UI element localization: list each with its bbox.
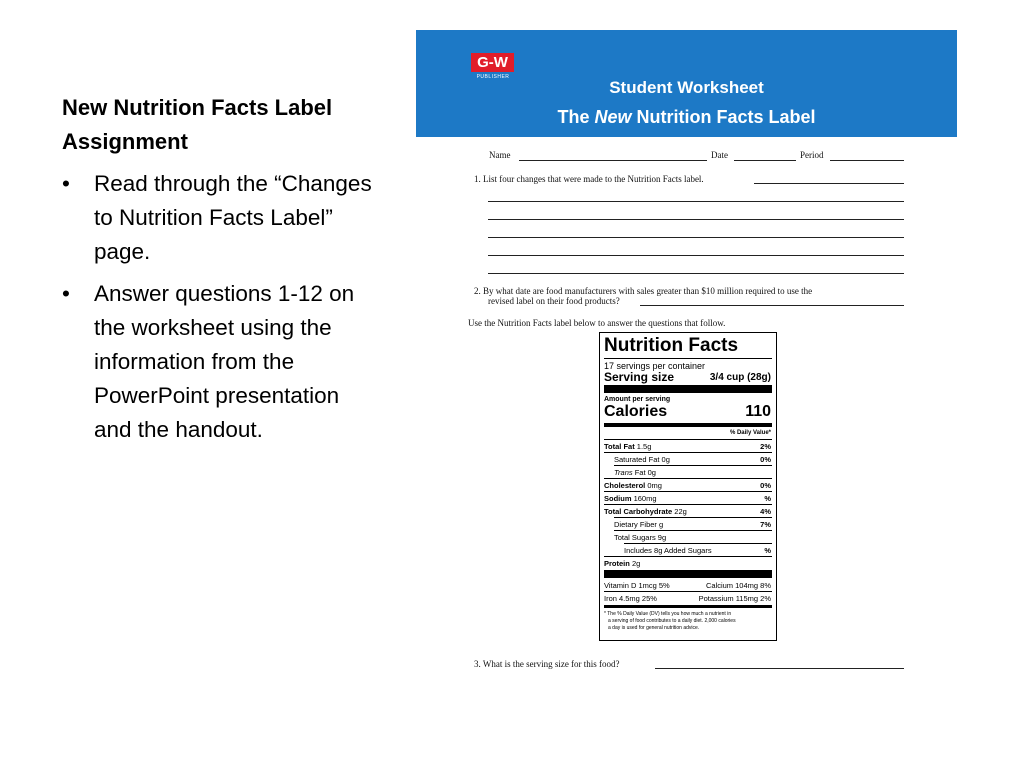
divider (614, 465, 772, 466)
thick-bar (604, 570, 772, 578)
question-2: 2. By what date are food manufacturers with sales greater than $10 million required to use the (474, 286, 813, 296)
nf-vitamin-left: Vitamin D 1mcg 5% (604, 581, 670, 590)
answer-line (655, 668, 904, 669)
nf-amount-per-serving: Amount per serving (604, 396, 671, 403)
nf-calories-label: Calories (604, 403, 668, 420)
divider (604, 591, 772, 592)
nf-serving-size-value: 3/4 cup (28g) (709, 372, 771, 383)
nf-row-amount: 160mg (633, 494, 657, 503)
subtitle-em: New (594, 107, 632, 127)
divider (614, 517, 772, 518)
divider (624, 543, 772, 544)
nf-row-label: Dietary Fiber (614, 520, 657, 529)
period-line (830, 160, 904, 161)
medium-bar (604, 423, 772, 427)
nf-row-label: Total Sugars (614, 533, 656, 542)
nf-row-amount: 1.5g (636, 442, 652, 451)
question-1: 1. List four changes that were made to the Nutrition Facts label. (474, 174, 704, 184)
nf-row-amount: 0mg (647, 481, 662, 490)
nf-row-label: Includes 8g Added Sugars (624, 546, 712, 555)
nf-row-amount: 9g (657, 533, 667, 542)
nf-row-dv: 0% (760, 455, 771, 464)
worksheet-subtitle (416, 107, 957, 128)
nf-row-dv: % (764, 546, 771, 555)
nf-row (614, 533, 666, 542)
nf-dv-header: % Daily Value* (729, 430, 771, 436)
nf-row (604, 559, 640, 568)
divider (604, 556, 772, 557)
bullet-marker: • (62, 281, 70, 306)
nf-row (604, 507, 687, 516)
nf-vitamin-left: Iron 4.5mg 25% (604, 594, 657, 603)
instructions: Use the Nutrition Facts label below to answer the questions that follow. (468, 318, 726, 328)
answer-line (640, 305, 904, 306)
nf-row-dv: 2% (760, 442, 771, 451)
period-label: Period (800, 150, 824, 160)
nf-vitamin-right: Calcium 104mg 8% (705, 581, 771, 590)
divider (604, 439, 772, 440)
worksheet-header (416, 30, 957, 137)
bullet-marker: • (62, 171, 70, 196)
answer-line (488, 237, 904, 238)
subtitle-pre: The (557, 107, 595, 127)
bullet-item (62, 277, 382, 447)
nf-row-dv: % (764, 494, 771, 503)
question-3: 3. What is the serving size for this food? (474, 659, 620, 669)
nf-row (604, 481, 662, 490)
nf-title: Nutrition Facts (604, 335, 739, 356)
answer-line (488, 201, 904, 202)
nf-footnote: * The % Daily Value (DV) tells you how much a nutrient in (604, 611, 732, 617)
answer-line (488, 255, 904, 256)
nf-row (624, 546, 712, 555)
nf-row (614, 520, 663, 529)
question-2-cont: revised label on their food products? (488, 296, 620, 306)
logo-subtext: PUBLISHER (476, 74, 510, 80)
subtitle-post: Nutrition Facts Label (631, 107, 816, 127)
slide-title: New Nutrition Facts Label Assignment (62, 95, 333, 154)
nutrition-facts-label (599, 332, 777, 641)
logo-mark: G-W (471, 53, 514, 72)
nf-row-dv: 4% (760, 507, 771, 516)
nf-servings: 17 servings per container (604, 361, 706, 371)
answer-line (488, 273, 904, 274)
divider (604, 358, 772, 359)
nf-row (614, 468, 656, 477)
nf-footnote: a day is used for general nutrition advice. (608, 625, 700, 631)
divider (614, 530, 772, 531)
nf-calories-value: 110 (745, 403, 771, 420)
date-line (734, 160, 796, 161)
nf-row (614, 455, 670, 464)
nf-serving-size-label: Serving size (604, 370, 675, 384)
bullet-text: Read through the “Changes to Nutrition Facts Label” page. (94, 171, 372, 264)
name-line (519, 160, 707, 161)
nf-row-label: Saturated Fat (614, 455, 660, 464)
answer-line (488, 219, 904, 220)
nf-vitamin-right: Potassium 115mg 2% (698, 594, 771, 603)
medium-bar (604, 605, 772, 608)
nf-row-dv: 0% (760, 481, 771, 490)
nf-row-amount: 22g (674, 507, 687, 516)
nf-row (604, 494, 657, 503)
divider (604, 504, 772, 505)
nf-row-label: Sodium (604, 494, 632, 503)
worksheet-image (416, 30, 957, 686)
bullet-text: Answer questions 1-12 on the worksheet using the information from the PowerPoint presentation and the handout. (94, 281, 355, 442)
divider (604, 491, 772, 492)
divider (604, 478, 772, 479)
nf-row-amount: 2g (631, 559, 641, 568)
date-label: Date (711, 150, 728, 160)
answer-line (754, 183, 904, 184)
nf-row-label: Total Fat (604, 442, 635, 451)
nf-row (604, 442, 651, 451)
thick-bar (604, 385, 772, 393)
bullet-item (62, 167, 382, 269)
nf-row-amount: g (659, 520, 664, 529)
nf-row-label: Cholesterol (604, 481, 646, 490)
nf-row-dv: 7% (760, 520, 771, 529)
nf-row-label: Trans (614, 468, 633, 477)
bullet-list (62, 167, 382, 455)
worksheet-title: Student Worksheet (609, 78, 764, 97)
nf-row-amount: Fat 0g (634, 468, 656, 477)
nf-row-amount: 0g (661, 455, 670, 464)
nf-row-label: Total Carbohydrate (604, 507, 673, 516)
divider (604, 452, 772, 453)
nf-row-label: Protein (604, 559, 630, 568)
name-label: Name (489, 150, 511, 160)
nf-footnote: a serving of food contributes to a daily diet. 2,000 calories (608, 618, 736, 624)
